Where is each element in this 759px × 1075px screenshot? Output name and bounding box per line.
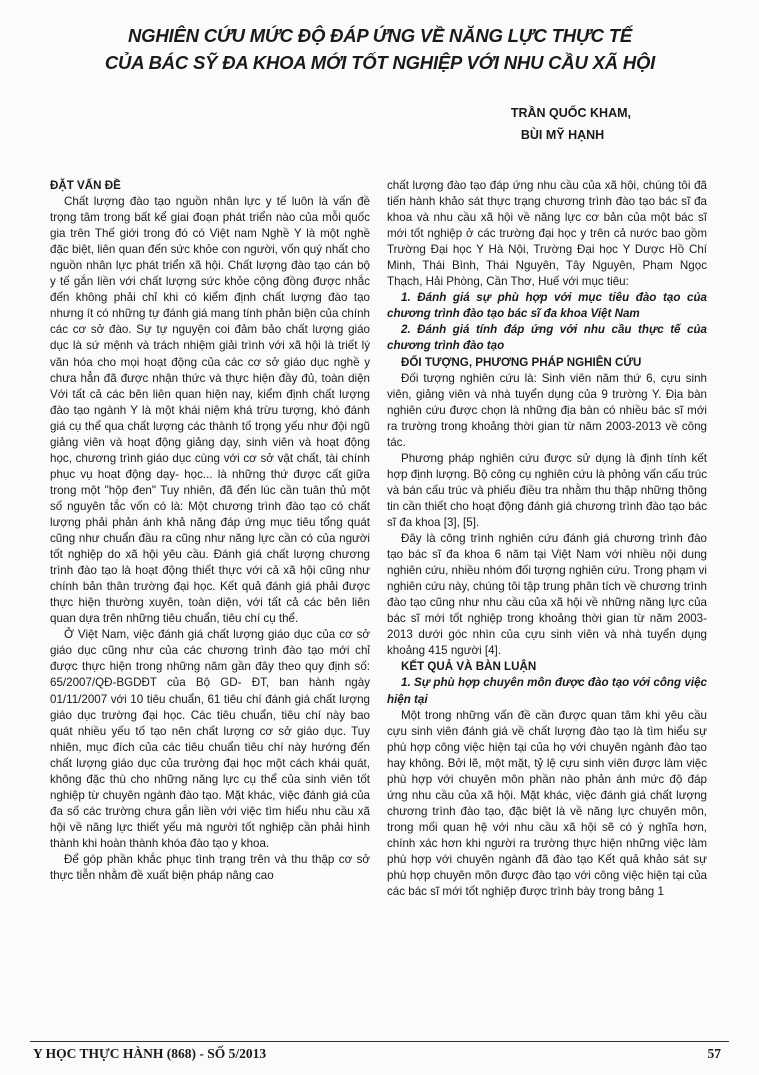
footer-rule — [30, 1041, 729, 1042]
authors — [511, 102, 631, 146]
paragraph: Đối tượng nghiên cứu là: Sinh viên năm thứ 6, cựu sinh viên, giảng viên và nhà tuyển dụng của 9 trường Y. Địa bàn nghiên cứu được chọn là những địa bàn có nhiều bác sĩ mới ra trường trong khoảng thời gian từ năm 2003-2013 về công tác. — [387, 371, 707, 449]
subsection-heading: 1. Sự phù hợp chuyên môn được đào tạo với công việc hiện tại — [387, 676, 707, 706]
article-title — [60, 22, 700, 76]
objective-1: 1. Đánh giá sự phù hợp với mục tiêu đào tạo của chương trình đào tạo bác sĩ đa khoa Việt Nam — [387, 291, 707, 321]
author-1: TRẦN QUỐC KHAM, — [510, 106, 631, 120]
section-heading-methods: ĐỐI TƯỢNG, PHƯƠNG PHÁP NGHIÊN CỨU — [401, 355, 642, 369]
left-column — [50, 178, 370, 1028]
paragraph: chất lượng đào tạo đáp ứng nhu cầu của xã hội, chúng tôi đã tiến hành khảo sát thực trạng chương trình đào tạo bác sĩ đa khoa và nhu cầu xã hội về năng lực cơ bản của một bác sĩ mới tốt nghiệp ở các trường đại học y trên cả nước bao gồm Trường Đại học Y Hà Nội, Trường Đại học Y Dược Hồ Chí Minh, Thái Bình, Thái Nguyên, Tây Nguyên, Phạm Ngọc Thạch, Hải Phòng, Cần Thơ, Huế với mục tiêu: — [387, 179, 707, 289]
page-number: 57 — [707, 1046, 721, 1061]
paragraph: Để góp phần khắc phục tình trạng trên và thu thập cơ sở thực tiễn nhằm đề xuất biện pháp nâng cao — [50, 852, 370, 883]
paragraph: Phương pháp nghiên cứu được sử dụng là định tính kết hợp định lượng. Bộ công cụ nghiên cứu là phỏng vấn cấu trúc và bán cấu trúc và phiếu điều tra nhằm thu thập những thông tin cần thiết cho hoạt động đánh giá chương trình đào tạo bác sĩ đa khoa [3], [5]. — [387, 451, 707, 529]
paragraph: Chất lượng đào tạo nguồn nhân lực y tế luôn là vấn đề trọng tâm trong bất kể giai đoạn phát triển nào của mỗi quốc gia trên Thế giới trong đó có Việt nam Nghề Y là một nghề đặc biệt, liên quan đến sức khỏe con người, vốn quý nhất cho nguồn nhân lực phát triển xã hội. Chất lượng đào tạo cán bộ y tế gắn liền với chất lượng sức khỏe cộng đồng được nhắc đến không phải chỉ khi có kiểm định chất lượng đào tạo nhưng ít có những tự đánh giá mang tính phản biện của chính các cơ sở đào. Sự tự nguyện coi đảm bảo chất lượng giáo dục là sứ mệnh và trách nhiệm giải trình với xã hội là triết lý văn hóa cho mọi hoạt động của các cơ sở giáo dục nghề y chưa hẳn đã được nhận thức và thực hiện đầy đủ, toàn diện Với tất cả các bên liên quan hiện nay, kiểm định chất lượng đào tạo ngành Y là một khái niệm khá trừu tượng, khó đánh giá cụ thể qua chất lượng các thành tố trọng yếu như đội ngũ giảng viên và hoạt động giảng dạy, sinh viên và hoạt động học, chương trình giáo dục cùng với cơ sở vật chất, tài chính phục vụ hoạt động dạy- học... là những thứ được cất giữa trong một "hộp đen" Tuy nhiên, đã đến lúc cần tuân thủ một số nguyên tắc vốn có là: Một chương trình đào tạo có chất lượng phải phản ánh khả năng đáp ứng mục tiêu tổng quát cũng như chuẩn đầu ra cũng như năng lực cần có của người tốt nghiệp do xã hội yêu cầu. Đánh giá chất lượng chương trình đào tạo là hoạt động thiết thực với cả xã hội cũng như chính bản thân trường đại học. Kết quả đánh giá phải được thực hiện thường xuyên, toàn diện, với tất cả các bên liên quan dựa trên những tiêu chuẩn, tiêu chí cụ thể. — [50, 195, 370, 626]
objective-2: 2. Đánh giá tính đáp ứng với nhu cầu thực tế của chương trình đào tạo — [387, 323, 707, 353]
paragraph: Đây là công trình nghiên cứu đánh giá chương trình đào tạo bác sĩ đa khoa 6 năm tại Việt Nam với nhiều nội dung nghiên cứu, nhiều nhóm đối tượng nghiên cứu. Trong phạm vi nghiên cứu này, chúng tôi tập trung phân tích về chương trình đào tạo cũng như nhu cầu của xã hội về những năng lực của bác sĩ mới tốt nghiệp trong khoảng thời gian từ năm 2003-2013 dưới góc nhìn của cựu sinh viên và nhà tuyển dụng khoảng 415 người [4]. — [387, 532, 707, 658]
title-line-2: CỦA BÁC SỸ ĐA KHOA MỚI TỐT NGHIỆP VỚI NHU CẦU XÃ HỘI — [104, 52, 656, 73]
paragraph: Ở Việt Nam, việc đánh giá chất lượng giáo dục của cơ sở giáo dục cũng như của các chương trình đào tạo mới chỉ được thực hiện trong những năm gần đây theo quy định số: 65/2007/QĐ-BGDĐT của Bộ GD- ĐT, ban hành ngày 01/11/2007 với 10 tiêu chuẩn, 61 tiêu chí đánh giá chất lượng giáo dục trường đại học. Các tiêu chuẩn, tiêu chí này bao quát nhiều yếu tố tạo nên chất lượng cơ sở giáo dục. Tuy nhiên, mục đích của các tiêu chuẩn tiêu chí này hướng đến chất lượng giáo dục của trường đại học một cách khái quát, không đặc thù cho những năng lực cụ thể của sinh viên tốt nghiệp từ chuyên ngành đào tạo. Mặt khác, việc đánh giá của đa số các trường chưa gắn liền với việc tìm hiểu nhu cầu xã hội về năng lực thiết yếu mà người tốt nghiệp cần phải hình thành khi hoàn thành khóa đào tạo y khoa. — [50, 628, 370, 850]
section-heading-results: KẾT QUẢ VÀ BÀN LUẬN — [401, 660, 537, 674]
right-column — [387, 178, 707, 1028]
journal-name: Y HỌC THỰC HÀNH (868) - SỐ 5/2013 — [33, 1046, 267, 1061]
title-line-1: NGHIÊN CỨU MỨC ĐỘ ĐÁP ỨNG VỀ NĂNG LỰC THỰC TẾ — [128, 25, 632, 46]
paragraph: Một trong những vấn đề cần được quan tâm khi yêu cầu cựu sinh viên đánh giá về chất lượng đào tạo là tìm hiểu sự phù hợp công việc hiện tại của họ với chuyên ngành đào tạo hay không. Bởi lẽ, một mặt, tỷ lệ cựu sinh viên được làm việc phù hợp với chuyên môn phần nào phản ánh mức độ đáp ứng nhu cầu của xã hội. Mặt khác, việc đánh giá chất lượng chương trình đào tạo, đặc biệt là về năng lực chuyên môn, trong mối quan hệ với nhu cầu xã hội sẽ có ý nghĩa hơn, chính xác hơn khi người ra trường thực hiện những việc làm phù hợp với chuyên ngành đã đào tạo Kết quả khảo sát sự phù hợp chuyên môn được đào tạo với công việc hiện tại của các bác sĩ mới tốt nghiệp được trình bày trong bảng 1 — [387, 708, 707, 899]
section-heading-introduction: ĐẶT VẤN ĐỀ — [50, 179, 121, 192]
author-2: BÙI MỸ HẠNH — [520, 128, 605, 142]
